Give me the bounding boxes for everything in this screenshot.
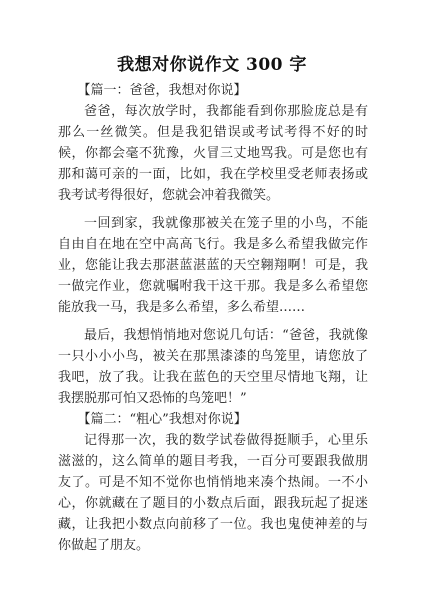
- paragraph: 一回到家，我就像那被关在笼子里的小鸟，不能自由自在地在空中高高飞行。我是多么希望我做完作业，您能让我去那湛蓝湛蓝的天空翱翔啊！可是，我一做完作业，您就嘱咐我干这干那。我是多么希望您能放我一马，我是多么希望，多么希望……: [58, 216, 368, 315]
- section-heading-2: 【篇二：“粗心”我想对你说】: [77, 412, 247, 427]
- paragraph: 记得那一次，我的数学试卷做得挺顺手，心里乐滋滋的，这么简单的题目考我，一百分可要跟我做朋友了。可是不知不觉你也悄悄地来凑个热闹。一不小心，你就藏在了题目的小数点后面，跟我玩起了捉迷藏，让我把小数点向前移了一位。我也鬼使神差的与你做起了朋友。: [58, 433, 368, 553]
- paragraph: 爸爸，每次放学时，我都能看到你那脸庞总是有那么一丝微笑。但是我犯错误或考试考得不好的时候，你都会毫不犹豫，火冒三丈地骂我。可是您也有那和蔼可亲的一面，比如，我在学校里受老师表扬或我考试考得很好，您就会冲着我微笑。: [58, 104, 368, 203]
- document-body: [58, 80, 368, 556]
- document-title: 我想对你说作文 300 字: [117, 55, 307, 75]
- paragraph: 最后，我想悄悄地对您说几句话：“爸爸，我就像一只小小小鸟，被关在那黑漆漆的鸟笼里，请您放了我吧，放了我。让我在蓝色的天空里尽情地飞翔，让我摆脱那可怕又恐怖的鸟笼吧！”: [58, 328, 368, 406]
- section-heading-1: 【篇一：爸爸，我想对你说】: [77, 83, 247, 98]
